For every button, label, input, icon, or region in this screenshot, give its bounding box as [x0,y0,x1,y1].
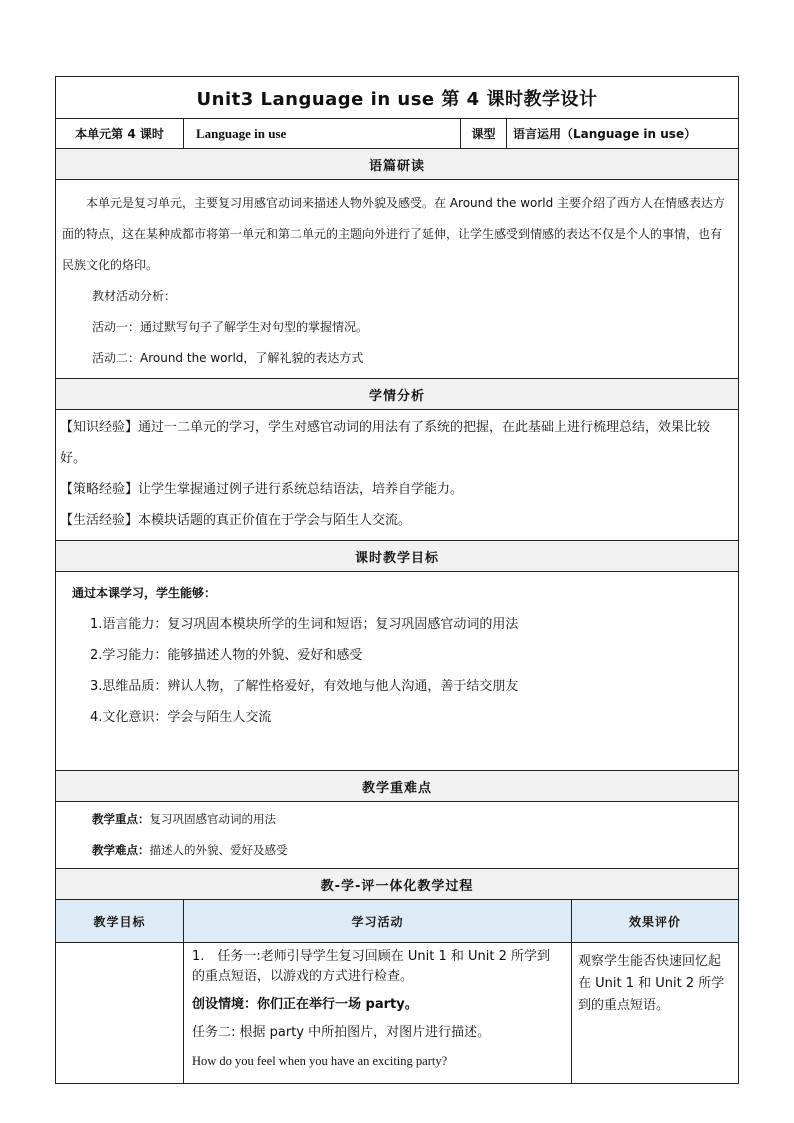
lesson-name: Language in use [184,119,461,149]
task-one: 1. 任务一:老师引导学生复习回顾在 Unit 1 和 Unit 2 所学到的重点短语，以游戏的方式进行检查。 [192,949,551,984]
knowledge-experience: 【知识经验】通过一二单元的学习，学生对感官动词的用法有了系统的把握，在此基础上进行梳理总结，效果比较好。 [60,420,711,466]
text-study-content [56,180,739,379]
life-experience: 【生活经验】本模块话题的真正价值在于学会与陌生人交流。 [60,513,412,528]
learner-analysis-content [56,410,739,541]
document-title: Unit3 Language in use 第 4 课时教学设计 [56,77,739,119]
objective-culture: 4.文化意识：学会与陌生人交流 [90,710,272,725]
objectives-lead: 通过本课学习，学生能够： [72,586,217,600]
objective-language: 1.语言能力：复习巩固本模块所学的生词和短语；复习巩固感官动词的用法 [90,617,519,632]
activity-two: 活动二：Around the world，了解礼貌的表达方式 [92,351,364,365]
unit-lesson-label: 本单元第 4 课时 [56,119,184,149]
process-row [56,943,739,1084]
lesson-plan-document [55,76,738,1084]
column-header-goal: 教学目标 [56,900,184,943]
scenario: 创设情境：你们正在举行一场 party。 [192,997,418,1012]
activity-one: 活动一：通过默写句子了解学生对句型的掌握情况。 [92,320,369,334]
process-activity-cell [184,943,572,1084]
teaching-focus-text: 复习巩固感官动词的用法 [149,812,276,826]
column-header-evaluation: 效果评价 [572,900,739,943]
key-points-content [56,802,739,869]
lesson-type-label: 课型 [461,119,507,149]
discussion-question: How do you feel when you have an exciting party? [192,1054,448,1068]
objective-thinking: 3.思维品质：辨认人物，了解性格爱好，有效地与他人沟通，善于结交朋友 [90,679,519,694]
teaching-focus-label: 教学重点： [92,812,150,826]
column-header-activity: 学习活动 [184,900,572,943]
section-heading-key-points: 教学重难点 [56,771,739,802]
section-heading-text-study: 语篇研读 [56,149,739,180]
strategy-experience: 【策略经验】让学生掌握通过例子进行系统总结语法，培养自学能力。 [60,482,464,497]
teaching-focus [92,804,702,835]
task-two: 任务二: 根据 party 中所拍图片，对图片进行描述。 [192,1025,491,1040]
process-evaluation-cell: 观察学生能否快速回忆起在 Unit 1 和 Unit 2 所学到的重点短语。 [572,943,739,1084]
objectives-content [56,572,739,771]
lesson-plan-table [55,76,739,1084]
lesson-type-value: 语言运用（Language in use） [507,119,739,149]
text-study-paragraph: 本单元是复习单元，主要复习用感官动词来描述人物外貌及感受。在 Around the world 主要介绍了西方人在情感表达方面的特点，这在某种成都市将第一单元和第二单元的主题向外进行了延伸，让学生感受到情感的表达不仅是个人的事情，也有民族文化的烙印。 [62,196,726,272]
process-goal-cell [56,943,184,1084]
section-heading-learner-analysis: 学情分析 [56,379,739,410]
teaching-difficulty-label: 教学难点： [92,843,150,857]
objective-learning: 2.学习能力：能够描述人物的外貌、爱好和感受 [90,648,363,663]
teaching-difficulty [92,835,702,866]
section-heading-process: 教-学-评一体化教学过程 [56,869,739,900]
teaching-difficulty-text: 描述人的外貌、爱好及感受 [149,843,288,857]
section-heading-objectives: 课时教学目标 [56,541,739,572]
material-analysis-label: 教材活动分析： [92,289,177,303]
